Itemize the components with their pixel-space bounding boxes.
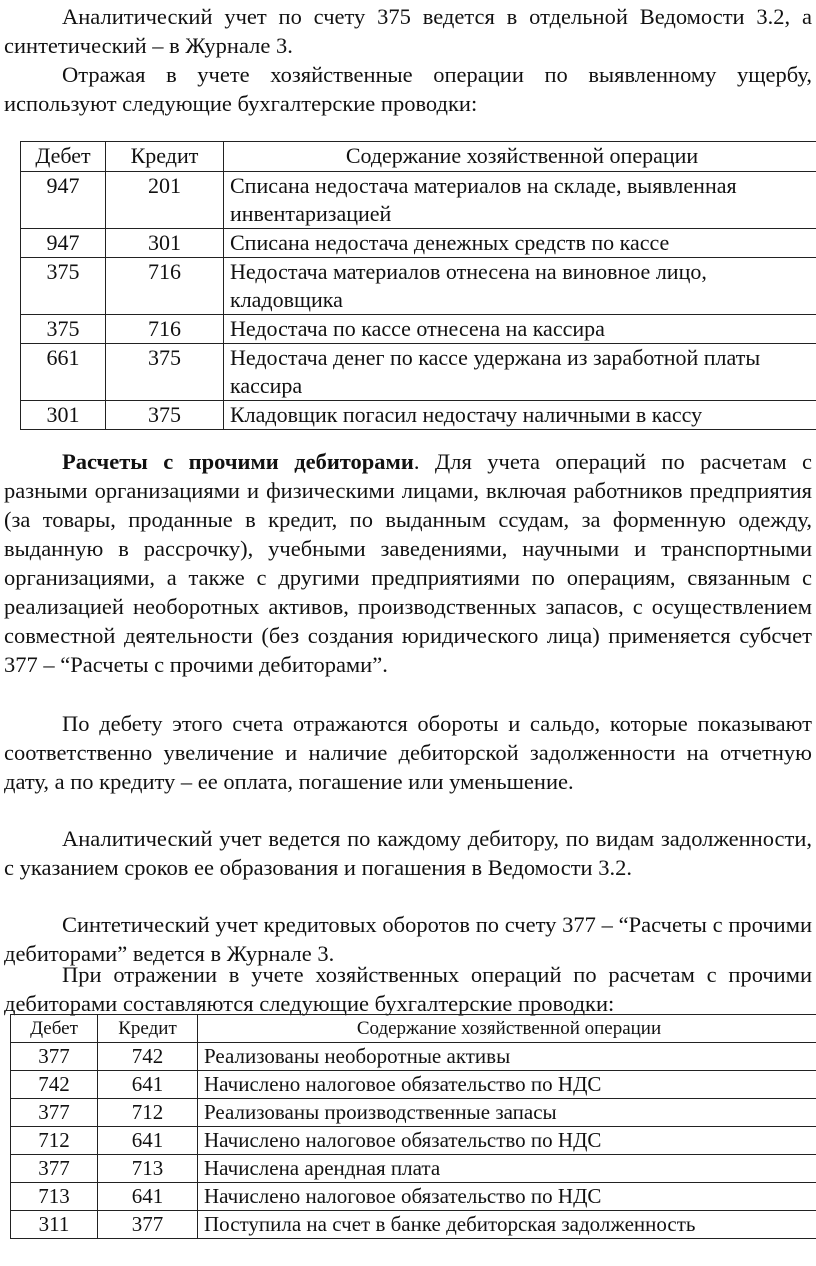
- cell-operation: Списана недостача материалов на складе, выявленная инвентаризацией: [224, 172, 816, 229]
- cell-credit: 641: [98, 1127, 198, 1155]
- table-row: [11, 1099, 816, 1127]
- table-header-row: [21, 142, 816, 172]
- entries-table-damage: [20, 141, 816, 430]
- cell-debit: 712: [11, 1127, 98, 1155]
- cell-operation: Начислено налоговое обязательство по НДС: [198, 1183, 816, 1211]
- cell-debit: 947: [21, 229, 106, 258]
- cell-credit: 377: [98, 1211, 198, 1239]
- cell-operation: Начислено налоговое обязательство по НДС: [198, 1071, 816, 1099]
- paragraph-text: Аналитический учет ведется по каждому дебитору, по видам задолженности, с указанием сроков ее образования и погашения в Ведомости 3.2.: [4, 826, 812, 880]
- cell-operation: Недостача материалов отнесена на виновное лицо, кладовщика: [224, 258, 816, 315]
- cell-debit: 377: [11, 1099, 98, 1127]
- header-debit: Дебет: [11, 1015, 98, 1043]
- paragraph-text: При отражении в учете хозяйственных операций по расчетам с прочими дебиторами составляются следующие бухгалтерские проводки:: [4, 962, 812, 1016]
- table-header-row: [11, 1015, 816, 1043]
- cell-debit: 377: [11, 1155, 98, 1183]
- paragraph-entries-intro: [4, 960, 812, 1018]
- cell-credit: 201: [106, 172, 224, 229]
- table-row: [21, 401, 816, 430]
- section-heading-other-debtors: Расчеты с прочими дебиторами: [62, 449, 414, 474]
- paragraph-debit-credit: [4, 709, 812, 796]
- cell-debit: 301: [21, 401, 106, 430]
- cell-operation: Реализованы необоротные активы: [198, 1043, 816, 1071]
- table-row: [21, 344, 816, 401]
- cell-credit: 301: [106, 229, 224, 258]
- header-credit: Кредит: [98, 1015, 198, 1043]
- cell-debit: 375: [21, 258, 106, 315]
- table-row: [11, 1127, 816, 1155]
- paragraph-other-debtors: [4, 447, 812, 679]
- cell-operation: Поступила на счет в банке дебиторская задолженность: [198, 1211, 816, 1239]
- cell-debit: 311: [11, 1211, 98, 1239]
- paragraph-text: По дебету этого счета отражаются обороты и сальдо, которые показывают соответственно увеличение и наличие дебиторской задолженности на отчетную дату, а по кредиту – ее оплата, погашение или уменьшение.: [4, 711, 812, 794]
- table-row: [11, 1183, 816, 1211]
- cell-operation: Кладовщик погасил недостачу наличными в кассу: [224, 401, 816, 430]
- table-row: [21, 258, 816, 315]
- cell-operation: Начислено налоговое обязательство по НДС: [198, 1127, 816, 1155]
- table-row: [21, 315, 816, 344]
- table-row: [11, 1071, 816, 1099]
- cell-operation: Недостача денег по кассе удержана из заработной платы кассира: [224, 344, 816, 401]
- cell-debit: 661: [21, 344, 106, 401]
- cell-credit: 713: [98, 1155, 198, 1183]
- table-row: [11, 1155, 816, 1183]
- cell-credit: 712: [98, 1099, 198, 1127]
- table-row: [21, 172, 816, 229]
- header-operation: Содержание хозяйственной операции: [224, 142, 816, 172]
- table-row: [11, 1211, 816, 1239]
- table-row: [11, 1043, 816, 1071]
- cell-credit: 375: [106, 401, 224, 430]
- cell-credit: 716: [106, 315, 224, 344]
- paragraph-analytical-377: [4, 824, 812, 882]
- cell-operation: Недостача по кассе отнесена на кассира: [224, 315, 816, 344]
- cell-credit: 742: [98, 1043, 198, 1071]
- table-row: [21, 229, 816, 258]
- header-credit: Кредит: [106, 142, 224, 172]
- cell-credit: 716: [106, 258, 224, 315]
- cell-operation: Реализованы производственные запасы: [198, 1099, 816, 1127]
- cell-credit: 641: [98, 1183, 198, 1211]
- entries-table-other-debtors: [10, 1014, 816, 1239]
- paragraph-text: Синтетический учет кредитовых оборотов по счету 377 – “Расчеты с прочими дебиторами” ведется в Журнале 3.: [4, 912, 812, 966]
- cell-operation: Начислена арендная плата: [198, 1155, 816, 1183]
- cell-credit: 641: [98, 1071, 198, 1099]
- cell-debit: 375: [21, 315, 106, 344]
- paragraph-damage-intro: [4, 60, 812, 118]
- cell-debit: 713: [11, 1183, 98, 1211]
- header-operation: Содержание хозяйственной операции: [198, 1015, 816, 1043]
- cell-debit: 742: [11, 1071, 98, 1099]
- header-debit: Дебет: [21, 142, 106, 172]
- paragraph-text: Аналитический учет по счету 375 ведется в отдельной Ведомости 3.2, а синтетический – в Журнале 3.: [4, 4, 812, 58]
- paragraph-text: . Для учета операций по расчетам с разными организациями и физическими лицами, включая работников предприятия (за товары, проданные в кредит, по выданным ссудам, за форменную одежду, выданную в рассрочку), учебными заведениями, научными и транспортными организациями, а также с другими предприятиями по операциям, связанным с реализацией необоротных активов, производственных запасов, с осуществлением совместной деятельности (без создания юридического лица) применяется субсчет 377 – “Расчеты с прочими дебиторами”.: [4, 449, 812, 677]
- cell-operation: Списана недостача денежных средств по кассе: [224, 229, 816, 258]
- cell-credit: 375: [106, 344, 224, 401]
- cell-debit: 947: [21, 172, 106, 229]
- cell-debit: 377: [11, 1043, 98, 1071]
- paragraph-text: Отражая в учете хозяйственные операции по выявленному ущербу, используют следующие бухгалтерские проводки:: [4, 62, 812, 116]
- paragraph-analytical-375: [4, 2, 812, 60]
